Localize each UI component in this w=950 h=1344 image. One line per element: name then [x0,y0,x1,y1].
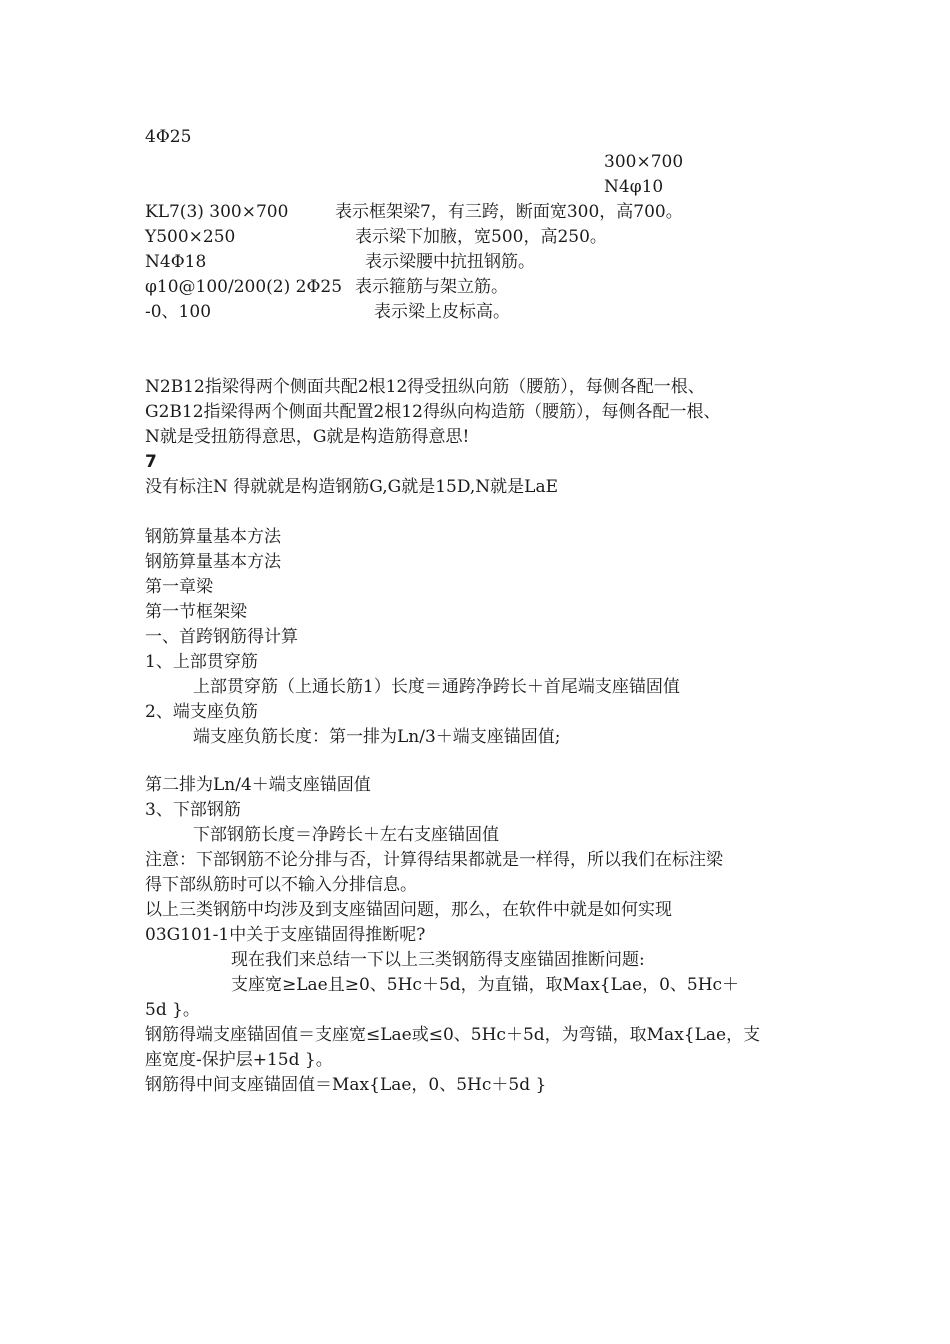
doc-title-2: 钢筋算量基本方法 [145,552,281,572]
legend-code-4: φ10@100/200(2) 2Φ25 [145,277,343,297]
summary-line: 现在我们来总结一下以上三类钢筋得支座锚固推断问题: [231,950,645,970]
rule-straight-anchor-cont: 5d }。 [145,1000,200,1020]
item-text-2: 端支座负筋长度：第一排为Ln/3＋端支座锚固值; [193,727,561,747]
section-size-label: 300×700 [604,152,684,172]
note-unlabeled: 没有标注N 得就就是构造钢筋G,G就是15D,N就是LaE [145,477,559,497]
note-g2b12: G2B12指梁得两个侧面共配置2根12得纵向构造筋（腰筋），每侧各配一根、 [145,402,721,422]
legend-desc-3: 表示梁腰中抗扭钢筋。 [365,252,535,272]
chapter-heading: 第一章梁 [145,577,213,597]
paragraph-line-1: 以上三类钢筋中均涉及到支座锚固问题，那么，在软件中就是如何实现 [145,900,672,920]
legend-code-2: Y500×250 [145,227,236,247]
rebar-label-top: 4Φ25 [145,127,192,147]
item-heading-3: 3、下部钢筋 [145,800,241,820]
paragraph-line-2: 03G101-1中关于支座锚固得推断呢? [145,925,426,945]
legend-code-5: -0、100 [145,302,212,322]
notice-line-2: 得下部纵筋时可以不输入分排信息。 [145,875,417,895]
subsection-heading: 一、首跨钢筋得计算 [145,627,298,647]
rule-end-support-2: 座宽度-保护层+15d }。 [145,1050,333,1070]
rule-middle-support: 钢筋得中间支座锚固值＝Max{Lae，0、5Hc＋5d } [145,1075,547,1095]
note-n2b12: N2B12指梁得两个侧面共配2根12得受扭纵向筋（腰筋），每侧各配一根、 [145,377,705,397]
legend-code-1: KL7(3) 300×700 [145,202,289,222]
waist-rebar-label: N4φ10 [604,177,664,197]
legend-desc-4: 表示箍筋与架立筋。 [355,277,508,297]
doc-title-1: 钢筋算量基本方法 [145,527,281,547]
item-text-1: 上部贯穿筋（上通长筋1）长度＝通跨净跨长＋首尾端支座锚固值 [193,677,680,697]
note-number: 7 [145,452,157,472]
rule-end-support-1: 钢筋得端支座锚固值＝支座宽≤Lae或≤0、5Hc＋5d，为弯锚，取Max{Lae，支 [145,1025,761,1045]
section-heading: 第一节框架梁 [145,602,247,622]
item-text-3: 下部钢筋长度＝净跨长＋左右支座锚固值 [193,825,499,845]
legend-desc-5: 表示梁上皮标高。 [374,302,510,322]
legend-desc-2: 表示梁下加腋，宽500，高250。 [355,227,607,247]
item-heading-1: 1、上部贯穿筋 [145,652,258,672]
item-text-2b: 第二排为Ln/4＋端支座锚固值 [145,775,371,795]
legend-code-3: N4Φ18 [145,252,207,272]
rule-straight-anchor: 支座宽≥Lae且≥0、5Hc＋5d，为直锚，取Max{Lae，0、5Hc＋ [231,975,740,995]
item-heading-2: 2、端支座负筋 [145,702,258,722]
notice-line-1: 注意：下部钢筋不论分排与否，计算得结果都就是一样得，所以我们在标注梁 [145,850,723,870]
legend-desc-1: 表示框架梁7，有三跨，断面宽300，高700。 [335,202,683,222]
note-meaning: N就是受扭筋得意思，G就是构造筋得意思! [145,427,470,447]
